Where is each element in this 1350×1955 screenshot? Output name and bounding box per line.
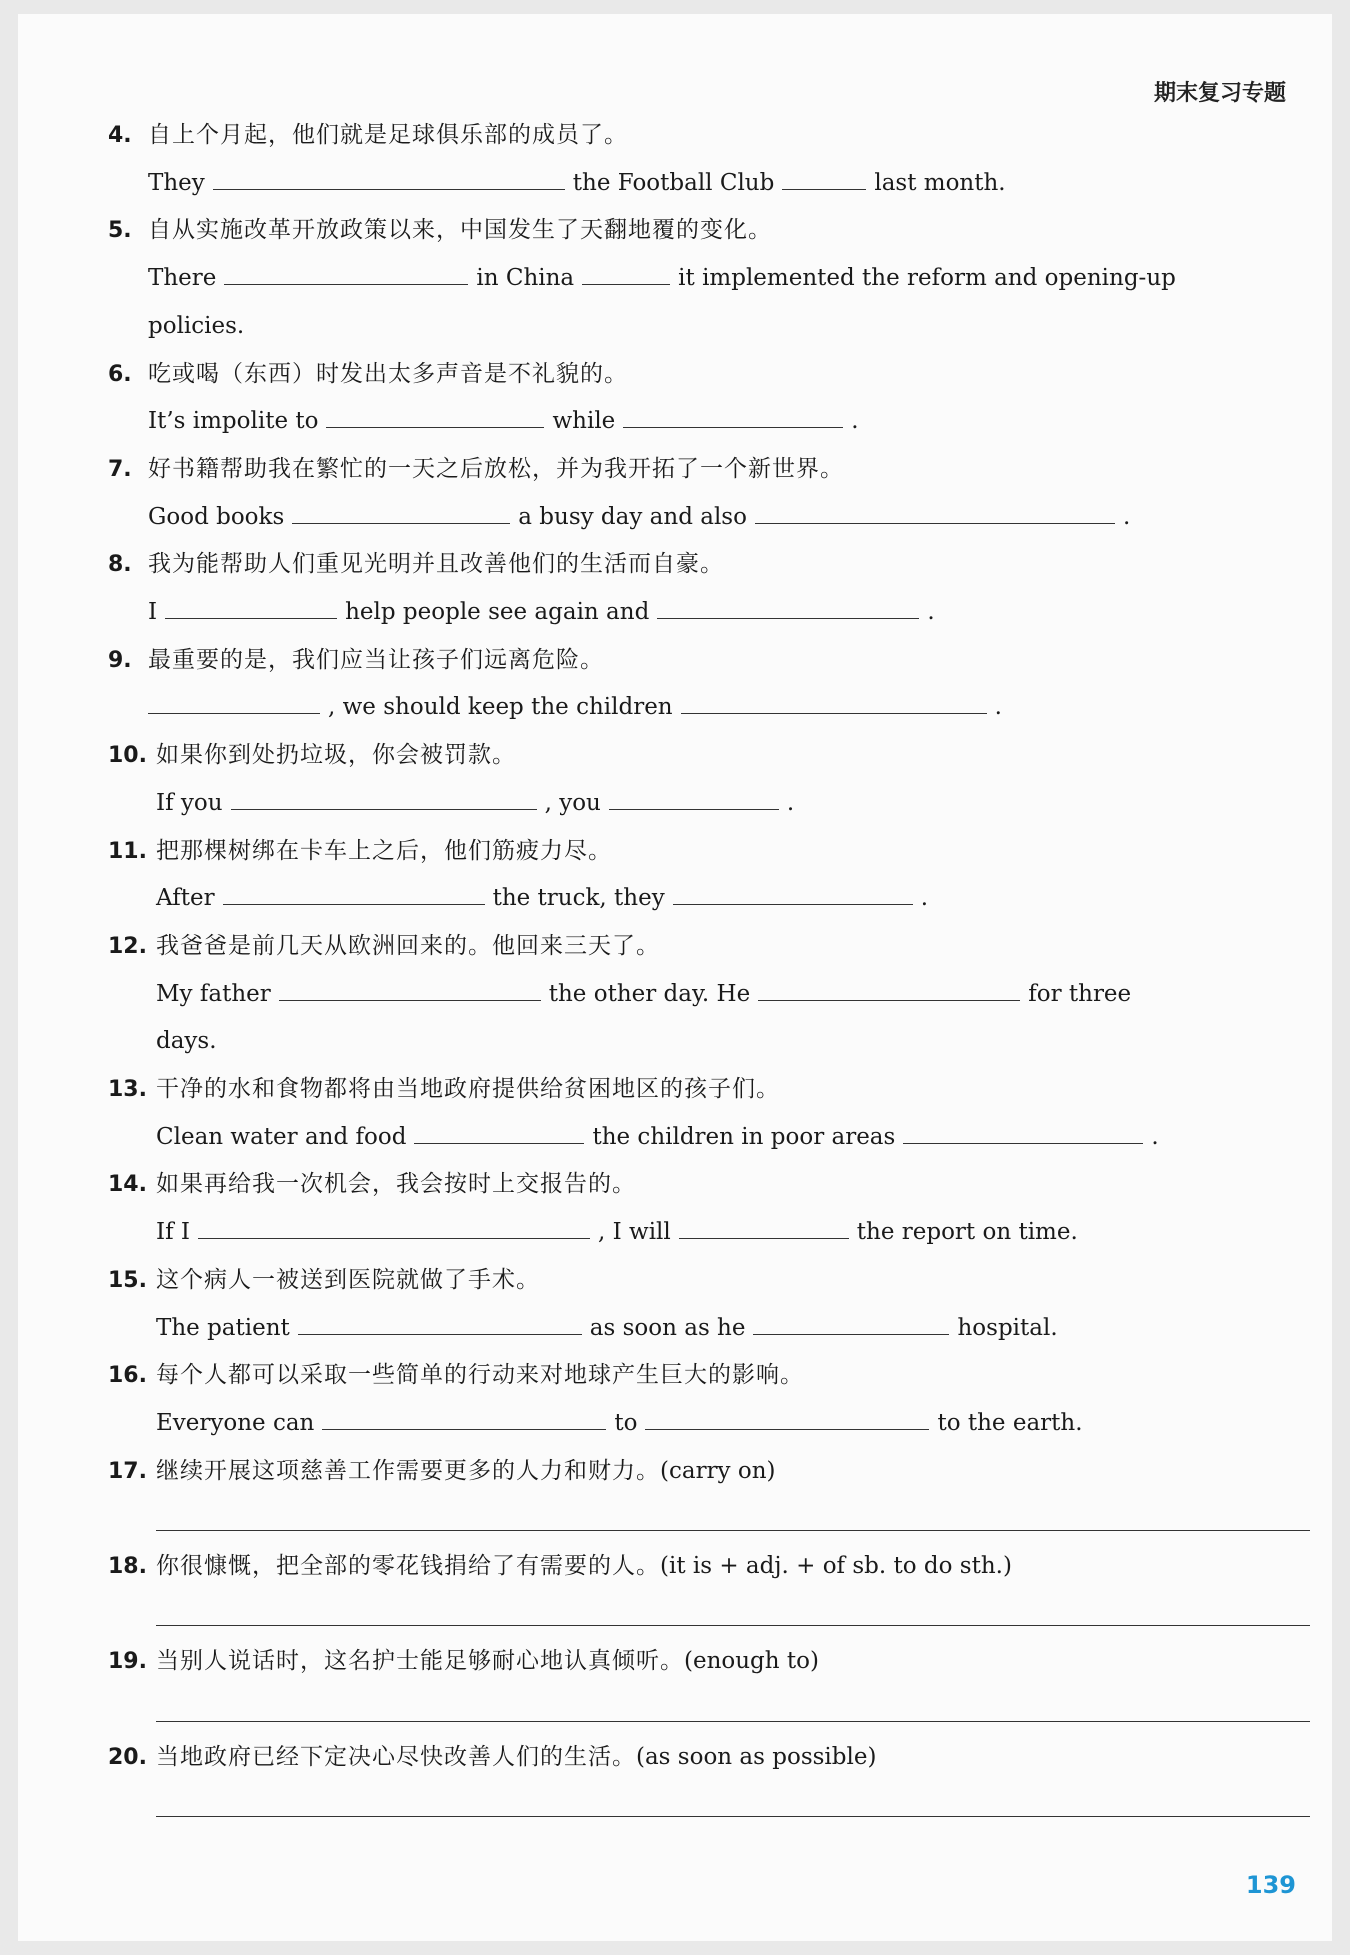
english-sentence: The patient as soon as he hospital. bbox=[156, 1314, 1058, 1341]
item-number: 13. bbox=[108, 1077, 147, 1103]
answer-blank[interactable] bbox=[298, 1333, 582, 1335]
exercise-list bbox=[108, 112, 1310, 1829]
item-number: 14. bbox=[108, 1172, 147, 1198]
chinese-prompt: 每个人都可以采取一些简单的行动来对地球产生巨大的影响。 bbox=[156, 1362, 804, 1389]
answer-blank[interactable] bbox=[582, 283, 670, 285]
exercise-item-10 bbox=[108, 732, 1310, 827]
chinese-prompt: 把那棵树绑在卡车上之后，他们筋疲力尽。 bbox=[156, 837, 612, 864]
exercise-item-5 bbox=[108, 207, 1310, 350]
answer-blank[interactable] bbox=[224, 283, 468, 285]
item-number: 18. bbox=[108, 1554, 147, 1580]
answer-blank[interactable] bbox=[198, 1237, 590, 1239]
answer-line[interactable] bbox=[156, 1782, 1310, 1830]
answer-blank[interactable] bbox=[753, 1333, 949, 1335]
answer-blank[interactable] bbox=[326, 426, 544, 428]
chinese-prompt: 继续开展这项慈善工作需要更多的人力和财力。 bbox=[156, 1457, 660, 1484]
exercise-item-4 bbox=[108, 112, 1310, 207]
answer-blank[interactable] bbox=[322, 1428, 606, 1430]
item-number: 5. bbox=[108, 218, 132, 244]
answer-blank[interactable] bbox=[231, 808, 537, 810]
answer-blank[interactable] bbox=[645, 1428, 929, 1430]
answer-blank[interactable] bbox=[755, 522, 1115, 524]
item-number: 6. bbox=[108, 361, 132, 387]
answer-blank[interactable] bbox=[609, 808, 779, 810]
item-number: 4. bbox=[108, 123, 132, 148]
chinese-prompt: 好书籍帮助我在繁忙的一天之后放松，并为我开拓了一个新世界。 bbox=[148, 455, 844, 482]
exercise-item-9 bbox=[108, 637, 1310, 732]
item-number: 12. bbox=[108, 933, 147, 959]
chinese-prompt: 吃或喝（东西）时发出太多声音是不礼貌的。 bbox=[148, 360, 628, 387]
answer-blank[interactable] bbox=[213, 188, 565, 190]
exercise-item-13 bbox=[108, 1066, 1310, 1161]
english-sentence: , we should keep the children . bbox=[148, 684, 1310, 732]
answer-blank[interactable] bbox=[223, 903, 485, 905]
english-sentence: If you , you . bbox=[156, 789, 795, 816]
english-sentence: If I , I will the report on time. bbox=[156, 1219, 1078, 1246]
chinese-prompt: 干净的水和食物都将由当地政府提供给贫困地区的孩子们。 bbox=[156, 1076, 780, 1103]
item-number: 7. bbox=[108, 456, 132, 482]
chinese-prompt: 如果再给我一次机会，我会按时上交报告的。 bbox=[156, 1171, 636, 1198]
english-sentence: My father the other day. He for three bbox=[156, 980, 1132, 1007]
hint-text: (it is + adj. + of sb. to do sth.) bbox=[660, 1553, 1012, 1580]
chinese-prompt: 自上个月起，他们就是足球俱乐部的成员了。 bbox=[148, 122, 628, 148]
item-number: 19. bbox=[108, 1649, 147, 1675]
english-sentence-continued: days. bbox=[156, 1028, 217, 1055]
answer-line[interactable] bbox=[156, 1495, 1310, 1543]
exercise-item-19 bbox=[108, 1638, 1310, 1733]
answer-blank[interactable] bbox=[148, 712, 320, 714]
chinese-prompt: 我为能帮助人们重见光明并且改善他们的生活而自豪。 bbox=[148, 551, 724, 578]
exercise-item-18 bbox=[108, 1543, 1310, 1638]
exercise-item-8 bbox=[108, 541, 1310, 636]
answer-blank[interactable] bbox=[414, 1142, 584, 1144]
answer-blank[interactable] bbox=[292, 522, 510, 524]
item-number: 10. bbox=[108, 743, 147, 769]
english-sentence: Clean water and food the children in poor areas . bbox=[156, 1123, 1159, 1150]
section-header: 期末复习专题 bbox=[1153, 81, 1286, 106]
exercise-item-12 bbox=[108, 923, 1310, 1066]
chinese-prompt: 自从实施改革开放政策以来，中国发生了天翻地覆的变化。 bbox=[148, 217, 772, 244]
chinese-prompt: 如果你到处扔垃圾，你会被罚款。 bbox=[156, 742, 516, 769]
item-number: 8. bbox=[108, 552, 132, 578]
answer-blank[interactable] bbox=[758, 999, 1020, 1001]
item-number: 15. bbox=[108, 1267, 147, 1293]
answer-blank[interactable] bbox=[279, 999, 541, 1001]
exercise-item-20 bbox=[108, 1734, 1310, 1829]
answer-blank[interactable] bbox=[679, 1237, 849, 1239]
item-number: 16. bbox=[108, 1363, 147, 1389]
exercise-item-15 bbox=[108, 1257, 1310, 1352]
item-number: 17. bbox=[108, 1458, 147, 1484]
english-sentence-continued: policies. bbox=[148, 312, 245, 339]
answer-blank[interactable] bbox=[681, 712, 987, 714]
exercise-item-11 bbox=[108, 828, 1310, 923]
answer-blank[interactable] bbox=[673, 903, 913, 905]
english-sentence: They the Football Club last month. bbox=[148, 169, 1006, 196]
answer-blank[interactable] bbox=[657, 617, 919, 619]
worksheet-page bbox=[18, 14, 1332, 1941]
chinese-prompt: 我爸爸是前几天从欧洲回来的。他回来三天了。 bbox=[156, 932, 660, 959]
answer-line[interactable] bbox=[156, 1591, 1310, 1639]
exercise-item-16 bbox=[108, 1352, 1310, 1447]
answer-line[interactable] bbox=[156, 1686, 1310, 1734]
item-number: 11. bbox=[108, 838, 147, 864]
exercise-item-6 bbox=[108, 351, 1310, 446]
answer-blank[interactable] bbox=[623, 426, 843, 428]
item-number: 20. bbox=[108, 1744, 147, 1770]
english-sentence: After the truck, they . bbox=[156, 885, 929, 912]
hint-text: (enough to) bbox=[684, 1648, 819, 1675]
chinese-prompt: 最重要的是，我们应当让孩子们远离危险。 bbox=[148, 646, 604, 673]
chinese-prompt: 当地政府已经下定决心尽快改善人们的生活。 bbox=[156, 1743, 636, 1770]
chinese-prompt: 你很慷慨，把全部的零花钱捐给了有需要的人。 bbox=[156, 1553, 660, 1580]
hint-text: (as soon as possible) bbox=[636, 1743, 877, 1770]
chinese-prompt: 当别人说话时，这名护士能足够耐心地认真倾听。 bbox=[156, 1648, 684, 1675]
answer-blank[interactable] bbox=[782, 188, 866, 190]
item-number: 9. bbox=[108, 647, 132, 673]
english-sentence: Everyone can to to the earth. bbox=[156, 1409, 1083, 1436]
chinese-prompt: 这个病人一被送到医院就做了手术。 bbox=[156, 1266, 540, 1293]
english-sentence: Good books a busy day and also . bbox=[148, 503, 1131, 530]
answer-blank[interactable] bbox=[903, 1142, 1143, 1144]
exercise-item-14 bbox=[108, 1161, 1310, 1256]
english-sentence: It’s impolite to while . bbox=[148, 408, 859, 435]
answer-blank[interactable] bbox=[165, 617, 337, 619]
exercise-item-17 bbox=[108, 1448, 1310, 1543]
exercise-item-7 bbox=[108, 446, 1310, 541]
page-number: 139 bbox=[1245, 1871, 1296, 1899]
hint-text: (carry on) bbox=[660, 1457, 776, 1484]
english-sentence: I help people see again and . bbox=[148, 599, 935, 626]
english-sentence: There in China it implemented the reform and opening-up bbox=[148, 265, 1176, 292]
